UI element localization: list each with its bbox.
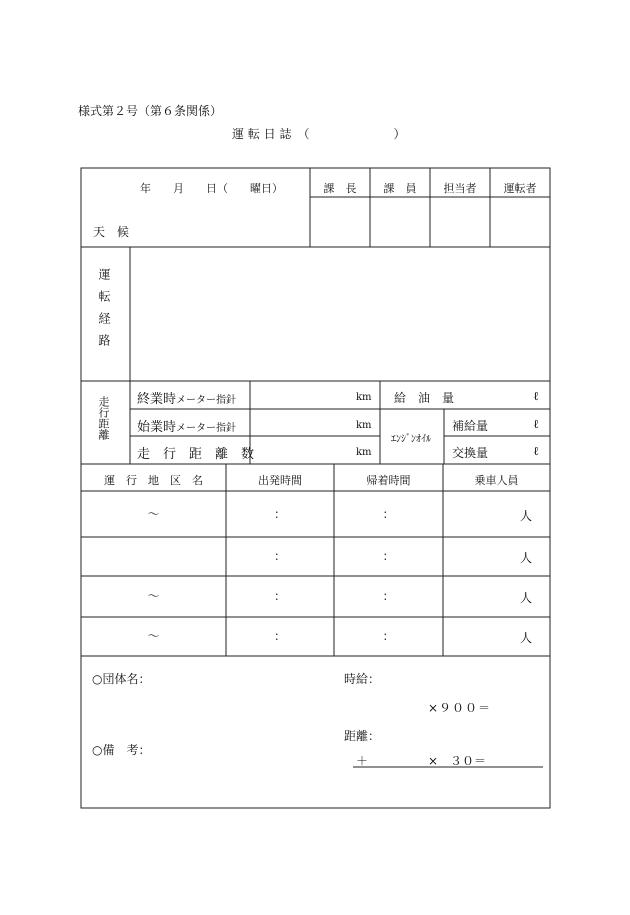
end-meter-label-strong: 終業時 [137,392,177,407]
return-cell[interactable]: ： [382,629,395,643]
depart-cell[interactable]: ： [273,629,286,643]
start-meter-input[interactable] [251,410,351,435]
org-input[interactable] [150,668,330,688]
start-meter-label [137,416,236,435]
org-label: ○団体名： [92,672,151,686]
notes-input[interactable] [150,738,330,798]
depart-cell[interactable]: ： [273,507,286,521]
area-cell[interactable]: 〜 [147,507,160,521]
hourly-calc: ×９００＝ [428,701,492,715]
fuel-label: 給 油 量 [394,391,455,405]
oil-refill-unit: ℓ [533,417,539,431]
route-input-area[interactable] [131,248,549,380]
col-header-passengers: 乗車人員 [474,474,519,487]
return-cell[interactable]: ： [382,507,395,521]
start-meter-unit: km [356,420,372,431]
distance-calc-label: 距離： [344,729,381,743]
date-line: 年 月 日（ 曜日） [140,182,283,195]
depart-cell[interactable]: ： [273,549,286,563]
stamp-box-driver[interactable] [491,198,549,246]
engine-oil-label: ｴﾝｼﾞﾝｵｲﾙ [391,434,431,445]
hourly-label: 時給： [344,672,381,686]
weather-label: 天 候 [93,225,130,239]
route-label: 運転経路 [97,268,111,356]
end-meter-unit: km [356,392,372,403]
stamp-box-staff[interactable] [371,198,429,246]
approval-staff: 課 員 [383,182,417,195]
form-number: 様式第２号（第６条関係） [78,104,223,118]
return-cell[interactable]: ： [382,589,395,603]
distance-side-label: 走行距離 [97,396,110,440]
distance-total-label: 走 行 距 離 数 [137,447,255,462]
page-title: 運 転 日 誌 （ ） [232,127,406,141]
start-meter-label-small: メーター指針 [176,423,237,434]
col-header-return: 帰着時間 [366,474,411,487]
stamp-box-section-chief[interactable] [311,198,369,246]
col-header-area: 運 行 地 区 名 [104,474,203,487]
stamp-box-person-in-charge[interactable] [431,198,489,246]
fuel-unit: ℓ [533,389,539,403]
approval-driver: 運転者 [503,182,537,195]
end-meter-input[interactable] [251,382,351,408]
people-cell[interactable]: 人 [520,591,533,605]
oil-refill-label: 補給量 [452,419,489,433]
area-cell[interactable]: 〜 [147,589,160,603]
col-header-depart: 出発時間 [258,474,302,487]
return-cell[interactable]: ： [382,549,395,563]
start-meter-label-strong: 始業時 [137,420,177,435]
approval-section-chief: 課 長 [323,182,357,195]
approval-person-in-charge: 担当者 [443,182,477,195]
distance-calc-plus: ＋ [356,754,369,768]
people-cell[interactable]: 人 [520,509,533,523]
people-cell[interactable]: 人 [520,631,533,645]
oil-change-unit: ℓ [533,444,539,458]
depart-cell[interactable]: ： [273,589,286,603]
people-cell[interactable]: 人 [520,551,533,565]
end-meter-label [137,388,236,407]
area-cell[interactable]: 〜 [147,629,160,643]
distance-calc: × ３０＝ [428,754,487,768]
end-meter-label-small: メーター指針 [176,395,237,406]
notes-label: ○備 考： [92,743,151,757]
oil-change-label: 交換量 [452,446,489,460]
distance-total-unit: km [356,447,372,458]
distance-total-input[interactable] [251,437,351,463]
